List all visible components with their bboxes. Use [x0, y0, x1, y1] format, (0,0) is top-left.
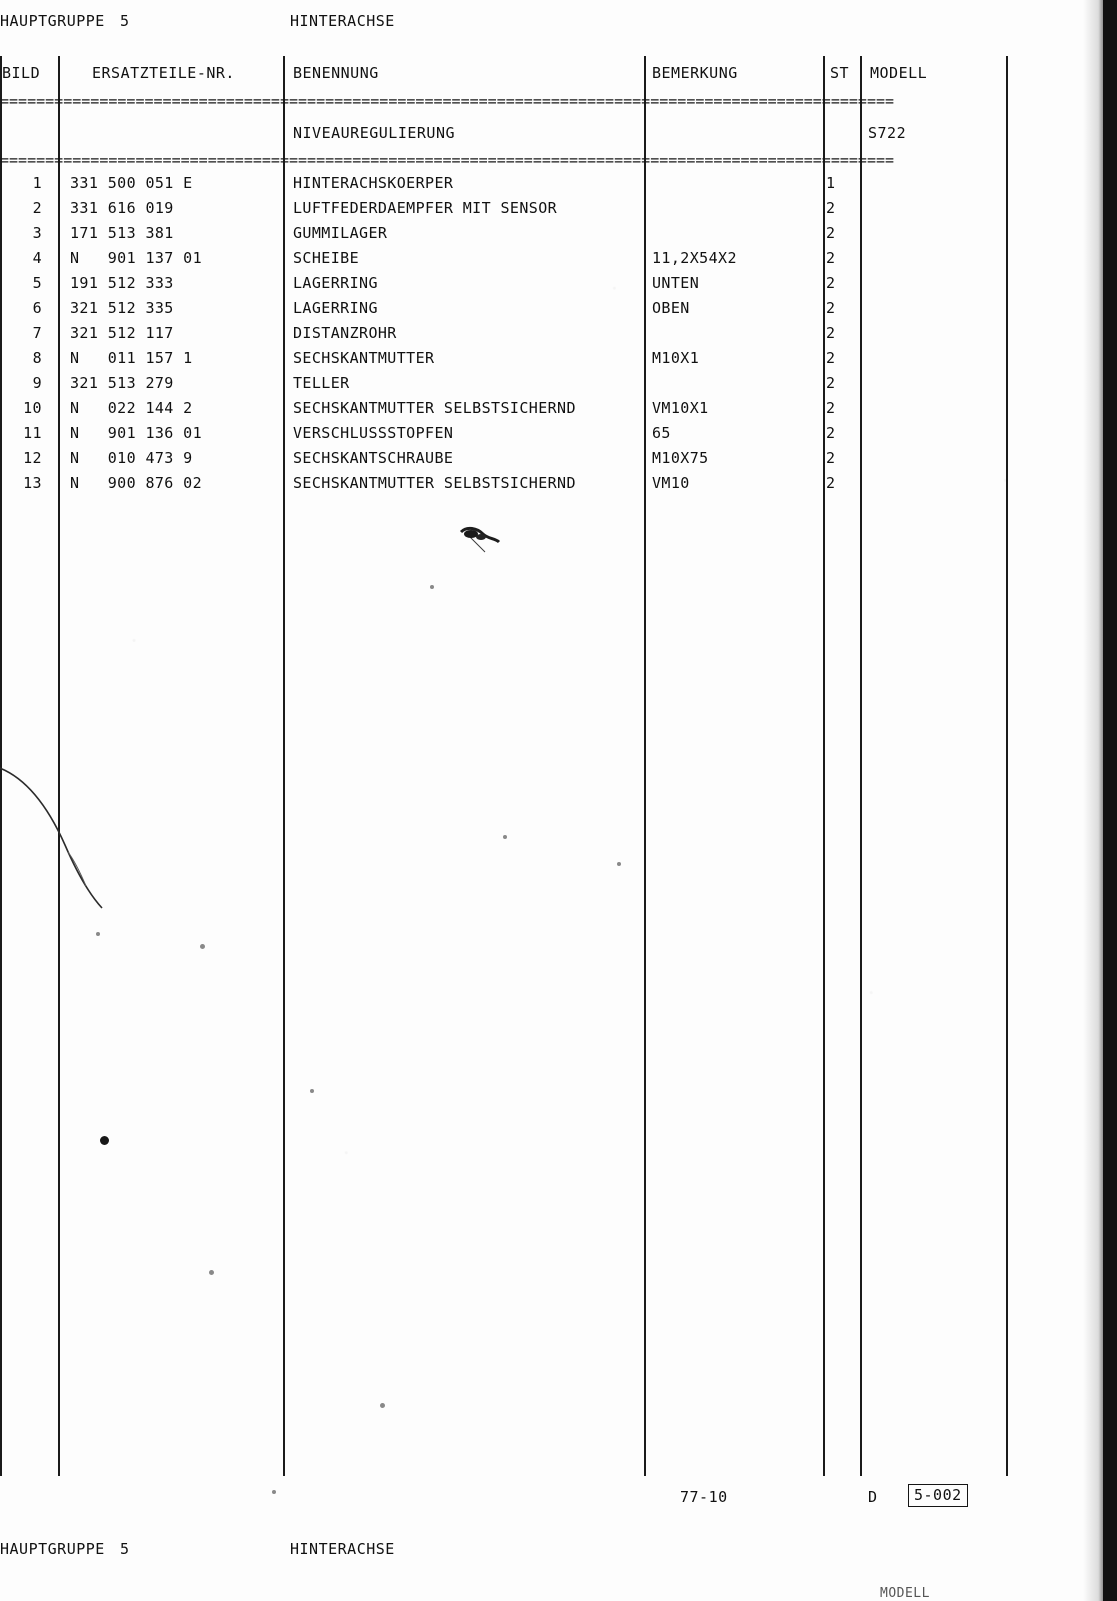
cell-teilenr: 331 500 051 E: [70, 174, 193, 192]
cell-bemerkung: VM10: [652, 474, 690, 492]
scan-speck: [96, 932, 100, 936]
cell-stueck: 2: [826, 274, 836, 292]
scan-artifact-dot: [100, 1136, 109, 1145]
column-header-benennung: BENENNUNG: [293, 64, 379, 82]
column-header-bemerkung: BEMERKUNG: [652, 64, 738, 82]
cell-benennung: HINTERACHSKOERPER: [293, 174, 454, 192]
cell-stueck: 2: [826, 474, 836, 492]
cell-stueck: 2: [826, 449, 836, 467]
table-row[interactable]: [0, 374, 1008, 399]
cell-teilenr: N 011 157 1: [70, 349, 193, 367]
cell-bemerkung: 11,2X54X2: [652, 249, 737, 267]
header-hauptgruppe-number: 5: [120, 12, 130, 30]
cell-benennung: LUFTFEDERDAEMPFER MIT SENSOR: [293, 199, 558, 217]
cell-stueck: 2: [826, 374, 836, 392]
cell-stueck: 2: [826, 349, 836, 367]
cell-bemerkung: M10X1: [652, 349, 700, 367]
column-header-st: ST: [830, 64, 850, 82]
cell-teilenr: 171 513 381: [70, 224, 174, 242]
parts-table: [0, 56, 1010, 1476]
cell-bild: 10: [23, 399, 42, 417]
table-row[interactable]: [0, 324, 1008, 349]
cell-bemerkung: VM10X1: [652, 399, 709, 417]
cell-bild: 1: [32, 174, 42, 192]
cell-bild: 9: [32, 374, 42, 392]
table-row[interactable]: [0, 274, 1008, 299]
header-separator-bottom: ===================================================================================================: [0, 151, 895, 169]
cell-bild: 4: [32, 249, 42, 267]
scan-speck: [617, 862, 621, 866]
footer-page-code: 5-002: [908, 1484, 968, 1507]
cell-stueck: 2: [826, 249, 836, 267]
column-header-ersatzteile-nr: ERSATZTEILE-NR.: [92, 64, 235, 82]
cell-teilenr: N 022 144 2: [70, 399, 193, 417]
cell-stueck: 1: [826, 174, 836, 192]
column-header-bild: BILD: [2, 64, 41, 82]
cell-benennung: LAGERRING: [293, 299, 378, 317]
cell-benennung: TELLER: [293, 374, 350, 392]
cell-bild: 6: [32, 299, 42, 317]
cell-stueck: 2: [826, 299, 836, 317]
footer-hauptgruppe-label: HAUPTGRUPPE: [0, 1540, 105, 1558]
cell-bemerkung: UNTEN: [652, 274, 700, 292]
cell-benennung: SECHSKANTMUTTER SELBSTSICHERND: [293, 474, 576, 492]
cell-benennung: VERSCHLUSSSTOPFEN: [293, 424, 454, 442]
table-row[interactable]: [0, 174, 1008, 199]
footer-date-code: 77-10: [680, 1488, 728, 1506]
cell-teilenr: N 901 137 01: [70, 249, 203, 267]
cell-bild: 11: [23, 424, 42, 442]
cell-bild: 2: [32, 199, 42, 217]
cell-benennung: SECHSKANTMUTTER SELBSTSICHERND: [293, 399, 576, 417]
cell-stueck: 2: [826, 424, 836, 442]
cell-teilenr: 191 512 333: [70, 274, 174, 292]
cell-bild: 7: [32, 324, 42, 342]
scan-speck: [272, 1490, 276, 1494]
cell-teilenr: N 900 876 02: [70, 474, 203, 492]
cell-teilenr: N 901 136 01: [70, 424, 203, 442]
scan-speck: [209, 1270, 214, 1275]
table-row[interactable]: [0, 424, 1008, 449]
cell-bemerkung: M10X75: [652, 449, 709, 467]
scan-edge-bar: [1103, 0, 1117, 1601]
cell-benennung: LAGERRING: [293, 274, 378, 292]
cell-teilenr: 321 512 117: [70, 324, 174, 342]
table-row[interactable]: [0, 224, 1008, 249]
group-model: S722: [868, 124, 907, 142]
cell-bild: 12: [23, 449, 42, 467]
table-row[interactable]: [0, 349, 1008, 374]
cell-stueck: 2: [826, 399, 836, 417]
cell-bild: 8: [32, 349, 42, 367]
cell-bemerkung: OBEN: [652, 299, 690, 317]
cell-stueck: 2: [826, 199, 836, 217]
cell-stueck: 2: [826, 324, 836, 342]
cell-bild: 3: [32, 224, 42, 242]
footer-modell-label: MODELL: [880, 1586, 930, 1601]
header-title: HINTERACHSE: [290, 12, 395, 30]
scan-speck: [310, 1089, 314, 1093]
scan-speck: [380, 1403, 385, 1408]
footer-title: HINTERACHSE: [290, 1540, 395, 1558]
table-row[interactable]: [0, 474, 1008, 499]
table-row[interactable]: [0, 399, 1008, 424]
cell-teilenr: 321 512 335: [70, 299, 174, 317]
scan-speck: [200, 944, 205, 949]
header-separator-top: ===================================================================================================: [0, 92, 895, 110]
cell-benennung: SECHSKANTMUTTER: [293, 349, 435, 367]
group-title: NIVEAUREGULIERUNG: [293, 124, 456, 142]
cell-stueck: 2: [826, 224, 836, 242]
cell-benennung: DISTANZROHR: [293, 324, 397, 342]
header-hauptgruppe-label: HAUPTGRUPPE: [0, 12, 105, 30]
cell-benennung: SCHEIBE: [293, 249, 360, 267]
cell-benennung: SECHSKANTSCHRAUBE: [293, 449, 454, 467]
cell-teilenr: 331 616 019: [70, 199, 174, 217]
footer-language: D: [868, 1488, 878, 1506]
table-row[interactable]: [0, 449, 1008, 474]
cell-teilenr: 321 513 279: [70, 374, 174, 392]
cell-teilenr: N 010 473 9: [70, 449, 193, 467]
cell-benennung: GUMMILAGER: [293, 224, 388, 242]
column-header-modell: MODELL: [870, 64, 928, 82]
table-body: [0, 174, 1008, 499]
footer-hauptgruppe-number: 5: [120, 1540, 130, 1558]
cell-bemerkung: 65: [652, 424, 671, 442]
table-row[interactable]: [0, 299, 1008, 324]
cell-bild: 13: [23, 474, 42, 492]
table-row[interactable]: [0, 199, 1008, 224]
scan-speck: [430, 585, 434, 589]
table-row[interactable]: [0, 249, 1008, 274]
cell-bild: 5: [32, 274, 42, 292]
scan-speck: [503, 835, 507, 839]
